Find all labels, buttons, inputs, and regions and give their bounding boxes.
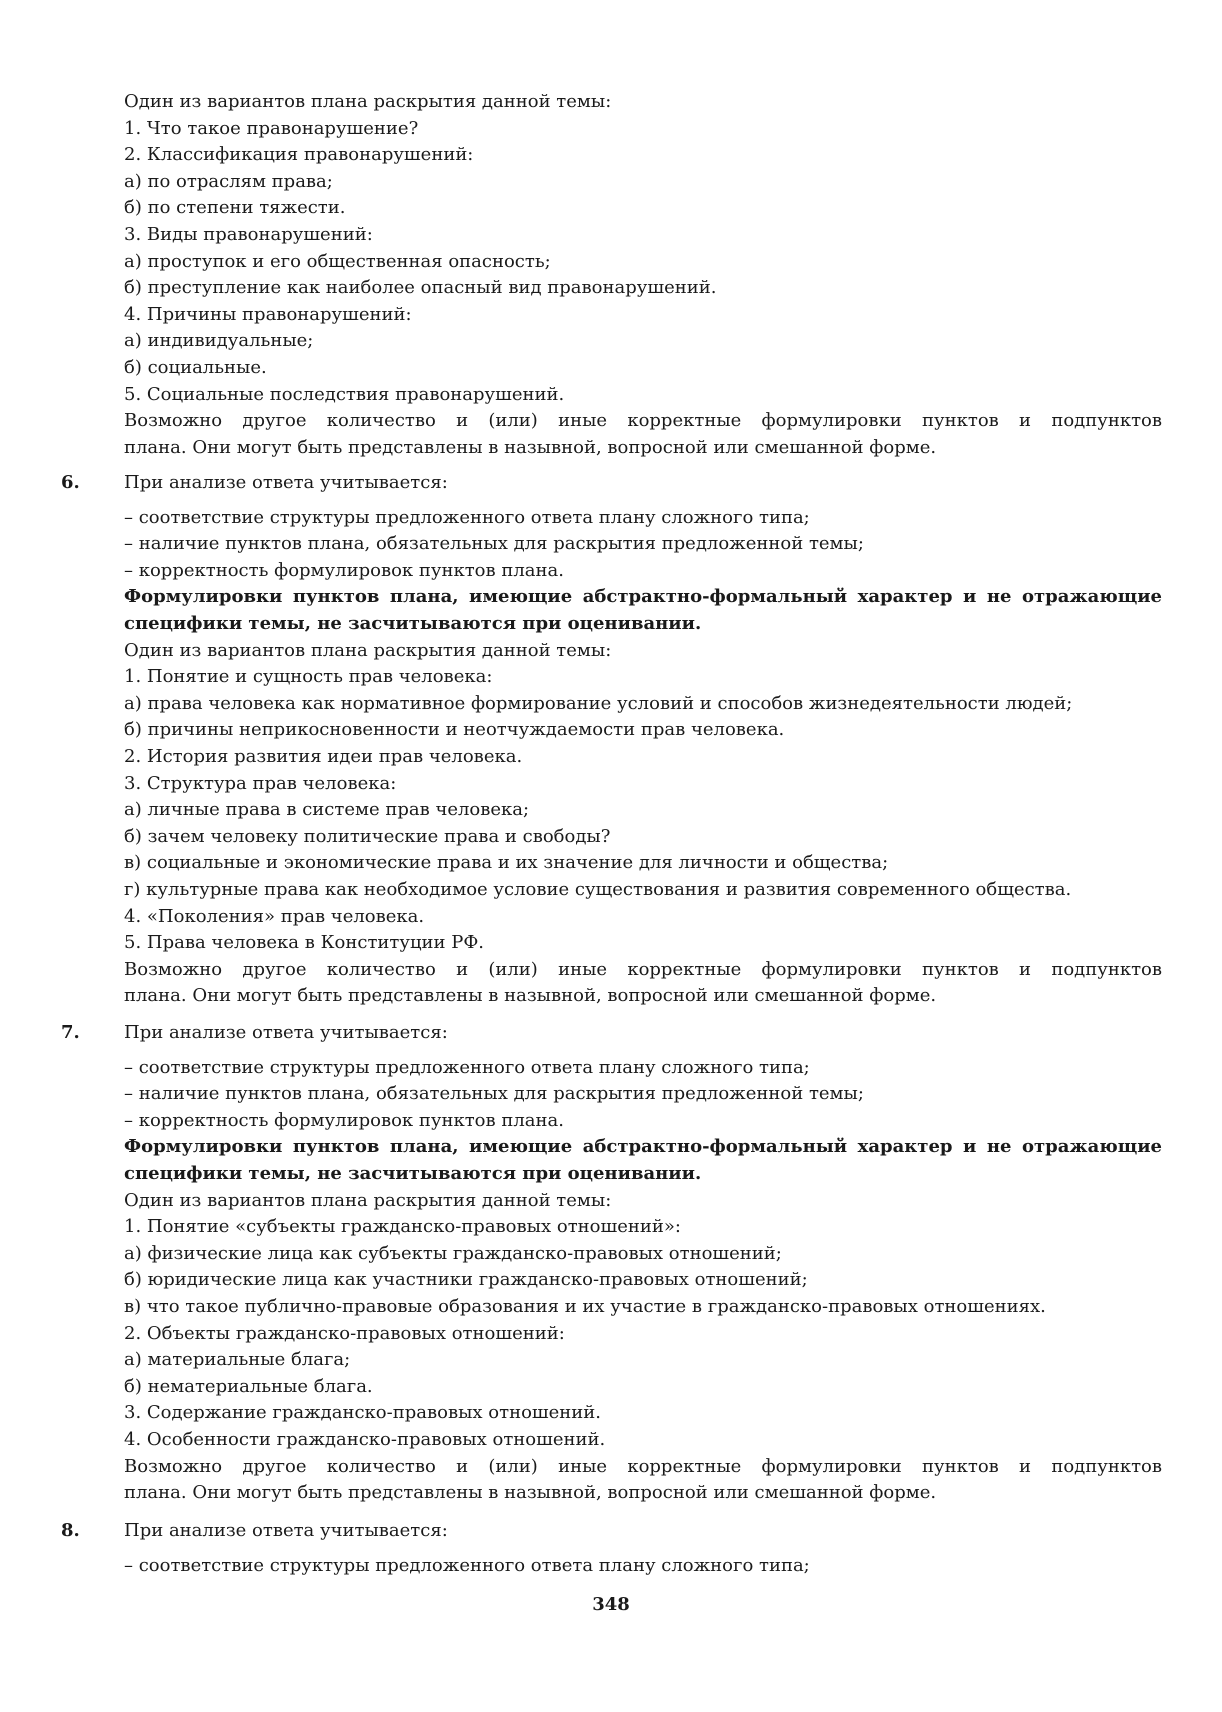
plan-item: б) юридические лица как участники гражданско-правовых отношений; [124,1269,808,1291]
plan-item: 5. Права человека в Конституции РФ. [124,932,485,954]
criteria-item: – корректность формулировок пунктов плана. [124,559,564,581]
bold-note: специфики темы, не засчитываются при оценивании. [124,612,702,634]
plan-item: 2. Объекты гражданско-правовых отношений: [124,1322,565,1344]
plan-header: Один из вариантов плана раскрытия данной темы: [124,91,612,112]
closing-line: Возможно другое количество и (или) иные корректные формулировки пунктов и подпунктов [124,1455,1162,1477]
plan-item: в) социальные и экономические права и их значение для личности и общества; [124,852,889,874]
closing-line: Возможно другое количество и (или) иные корректные формулировки пунктов и подпунктов [124,410,1162,432]
section-heading: При анализе ответа учитывается: [124,1520,448,1541]
section-heading: При анализе ответа учитывается: [124,1022,448,1043]
plan-item: б) преступление как наиболее опасный вид правонарушений. [124,277,717,299]
plan-item: а) права человека как нормативное формирование условий и способов жизнедеятельности людей; [124,692,1073,714]
plan-item: 5. Социальные последствия правонарушений. [124,383,565,405]
plan-item: б) нематериальные блага. [124,1375,373,1397]
plan-item: г) культурные права как необходимое условие существования и развития современного общества. [124,878,1072,900]
plan-item: а) физические лица как субъекты гражданско-правовых отношений; [124,1242,782,1264]
plan-item: а) личные права в системе прав человека; [124,799,530,821]
plan-item: 4. «Поколения» прав человека. [124,905,425,927]
plan-item: 1. Понятие и сущность прав человека: [124,666,493,688]
section-continuation [124,89,1162,461]
bold-note: Формулировки пунктов плана, имеющие абстрактно-формальный характер и не отражающие [124,1136,1162,1158]
plan-item: а) проступок и его общественная опасность; [124,250,551,272]
closing-line: Возможно другое количество и (или) иные корректные формулировки пунктов и подпунктов [124,958,1162,980]
closing-line: плана. Они могут быть представлены в назывной, вопросной или смешанной форме. [124,436,937,458]
criteria-item: – соответствие структуры предложенного ответа плану сложного типа; [124,506,810,528]
closing-line: плана. Они могут быть представлены в назывной, вопросной или смешанной форме. [124,985,937,1007]
plan-item: 3. Структура прав человека: [124,772,397,794]
plan-item: а) по отраслям права; [124,170,333,192]
plan-item: в) что такое публично-правовые образования и их участие в гражданско-правовых отношениях. [124,1295,1046,1317]
plan-item: 3. Содержание гражданско-правовых отношений. [124,1402,602,1424]
section-number: 7. [61,1022,80,1043]
plan-item: а) индивидуальные; [124,330,314,352]
plan-item: б) зачем человеку политические права и свободы? [124,825,611,847]
section-8 [124,1518,1162,1579]
section-number: 8. [61,1520,80,1541]
criteria-item: – соответствие структуры предложенного ответа плану сложного типа; [124,1554,810,1576]
plan-item: 2. Классификация правонарушений: [124,144,474,166]
criteria-item: – соответствие структуры предложенного ответа плану сложного типа; [124,1056,810,1078]
plan-item: 4. Причины правонарушений: [124,303,412,325]
plan-item: 4. Особенности гражданско-правовых отношений. [124,1428,606,1450]
bold-note: специфики темы, не засчитываются при оценивании. [124,1162,702,1184]
section-number: 6. [61,472,80,493]
section-6 [124,470,1162,1010]
plan-item: 3. Виды правонарушений: [124,223,373,245]
plan-item: 1. Понятие «субъекты гражданско-правовых отношений»: [124,1216,681,1238]
plan-header: Один из вариантов плана раскрытия данной темы: [124,1189,612,1211]
plan-header: Один из вариантов плана раскрытия данной темы: [124,639,612,661]
plan-item: 1. Что такое правонарушение? [124,117,419,139]
section-heading: При анализе ответа учитывается: [124,472,448,493]
plan-item: б) причины неприкосновенности и неотчуждаемости прав человека. [124,719,785,741]
plan-item: а) материальные блага; [124,1349,351,1371]
plan-item: б) по степени тяжести. [124,197,346,219]
section-7 [124,1020,1162,1507]
plan-item: б) социальные. [124,356,267,378]
criteria-item: – корректность формулировок пунктов плана. [124,1109,564,1131]
page-number: 348 [592,1594,630,1615]
bold-note: Формулировки пунктов плана, имеющие абстрактно-формальный характер и не отражающие [124,586,1162,608]
criteria-item: – наличие пунктов плана, обязательных для раскрытия предложенной темы; [124,1083,864,1105]
criteria-item: – наличие пунктов плана, обязательных для раскрытия предложенной темы; [124,533,864,555]
closing-line: плана. Они могут быть представлены в назывной, вопросной или смешанной форме. [124,1482,937,1504]
plan-item: 2. История развития идеи прав человека. [124,745,523,767]
